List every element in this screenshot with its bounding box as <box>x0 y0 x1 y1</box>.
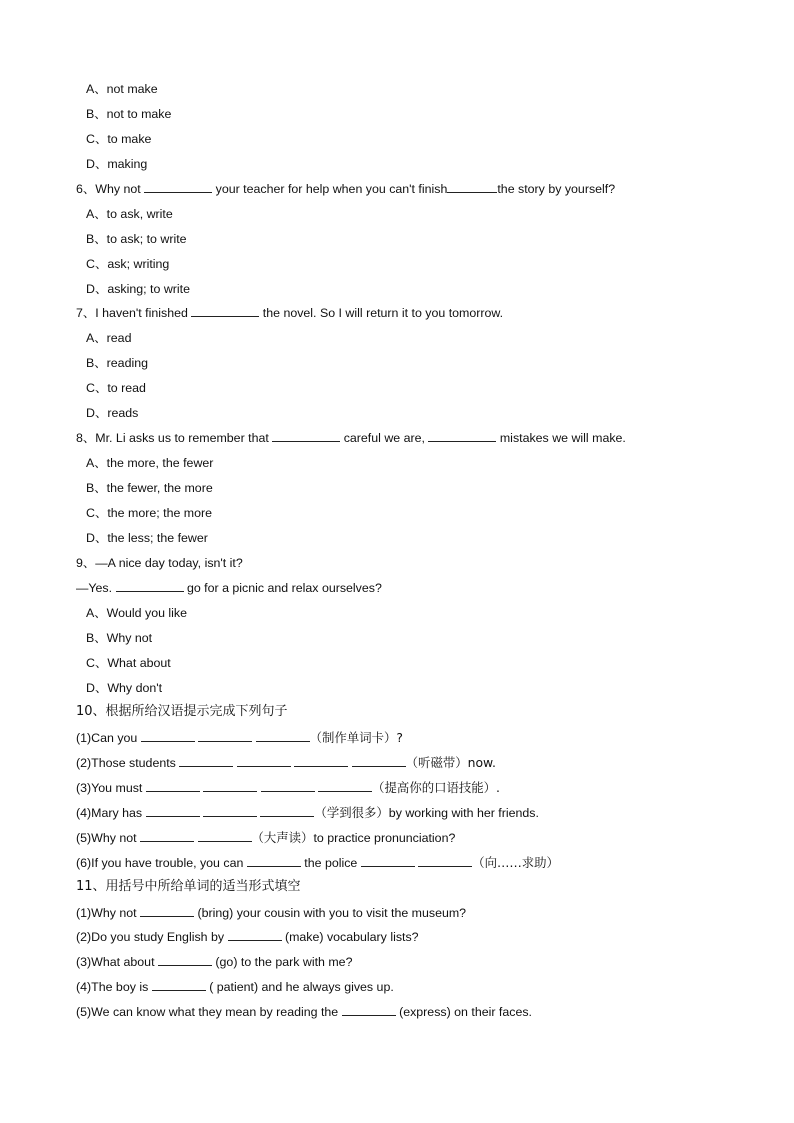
q8-option-d: D、the less; the fewer <box>86 531 208 545</box>
q11-sentence-4: (4)The boy is ( patient) and he always gives up. <box>76 980 394 994</box>
q8-option-b: B、the fewer, the more <box>86 481 213 495</box>
q9-option-a: A、Would you like <box>86 606 188 620</box>
q10-sentence-3: (3)You must （提高你的口语技能）. <box>76 780 501 795</box>
q9-option-d: D、Why don't <box>86 681 163 695</box>
q11-title: 11、用括号中所给单词的适当形式填空 <box>76 879 301 894</box>
q9-option-c: C、What about <box>86 656 171 670</box>
q7-stem: 7、I haven't finished the novel. So I will return it to you tomorrow. <box>76 306 504 320</box>
q9-stem-line2: —Yes. go for a picnic and relax ourselves? <box>76 581 382 595</box>
q5-option-a: A、not make <box>86 82 158 96</box>
blank <box>447 181 497 193</box>
blank <box>144 181 212 193</box>
q10-title: 10、根据所给汉语提示完成下列句子 <box>76 704 288 719</box>
q7-option-a: A、read <box>86 331 132 345</box>
blank <box>428 430 496 442</box>
q5-option-b: B、not to make <box>86 107 172 121</box>
q10-sentence-2: (2)Those students （听磁带）now. <box>76 755 496 770</box>
q11-sentence-1: (1)Why not (bring) your cousin with you to visit the museum? <box>76 906 467 920</box>
q5-option-d: D、making <box>86 157 148 171</box>
blank <box>116 580 184 592</box>
q7-option-b: B、reading <box>86 356 148 370</box>
q8-option-a: A、the more, the fewer <box>86 456 214 470</box>
q5-option-c: C、to make <box>86 132 152 146</box>
q6-stem: 6、Why not your teacher for help when you can't finish the story by yourself? <box>76 182 616 196</box>
q6-option-c: C、ask; writing <box>86 257 170 271</box>
q10-sentence-6: (6)If you have trouble, you can the police （向……求助） <box>76 855 559 870</box>
q6-option-b: B、to ask; to write <box>86 232 187 246</box>
q9-option-b: B、Why not <box>86 631 153 645</box>
q11-sentence-5: (5)We can know what they mean by reading the (express) on their faces. <box>76 1005 532 1019</box>
blank <box>272 430 340 442</box>
q10-sentence-4: (4)Mary has （学到很多）by working with her friends. <box>76 805 539 820</box>
q7-option-c: C、to read <box>86 381 146 395</box>
q11-sentence-3: (3)What about (go) to the park with me? <box>76 955 353 969</box>
q10-sentence-5: (5)Why not （大声读）to practice pronunciation? <box>76 830 456 845</box>
q7-option-d: D、reads <box>86 406 139 420</box>
q9-stem-line1: 9、—A nice day today, isn't it? <box>76 556 243 570</box>
q6-option-a: A、to ask, write <box>86 207 173 221</box>
q10-sentence-1: (1)Can you （制作单词卡）? <box>76 730 403 745</box>
q11-sentence-2: (2)Do you study English by (make) vocabulary lists? <box>76 930 419 944</box>
blank <box>191 305 259 317</box>
q8-stem: 8、Mr. Li asks us to remember that careful we are, mistakes we will make. <box>76 431 626 445</box>
q8-option-c: C、the more; the more <box>86 506 213 520</box>
q6-option-d: D、asking; to write <box>86 282 190 296</box>
